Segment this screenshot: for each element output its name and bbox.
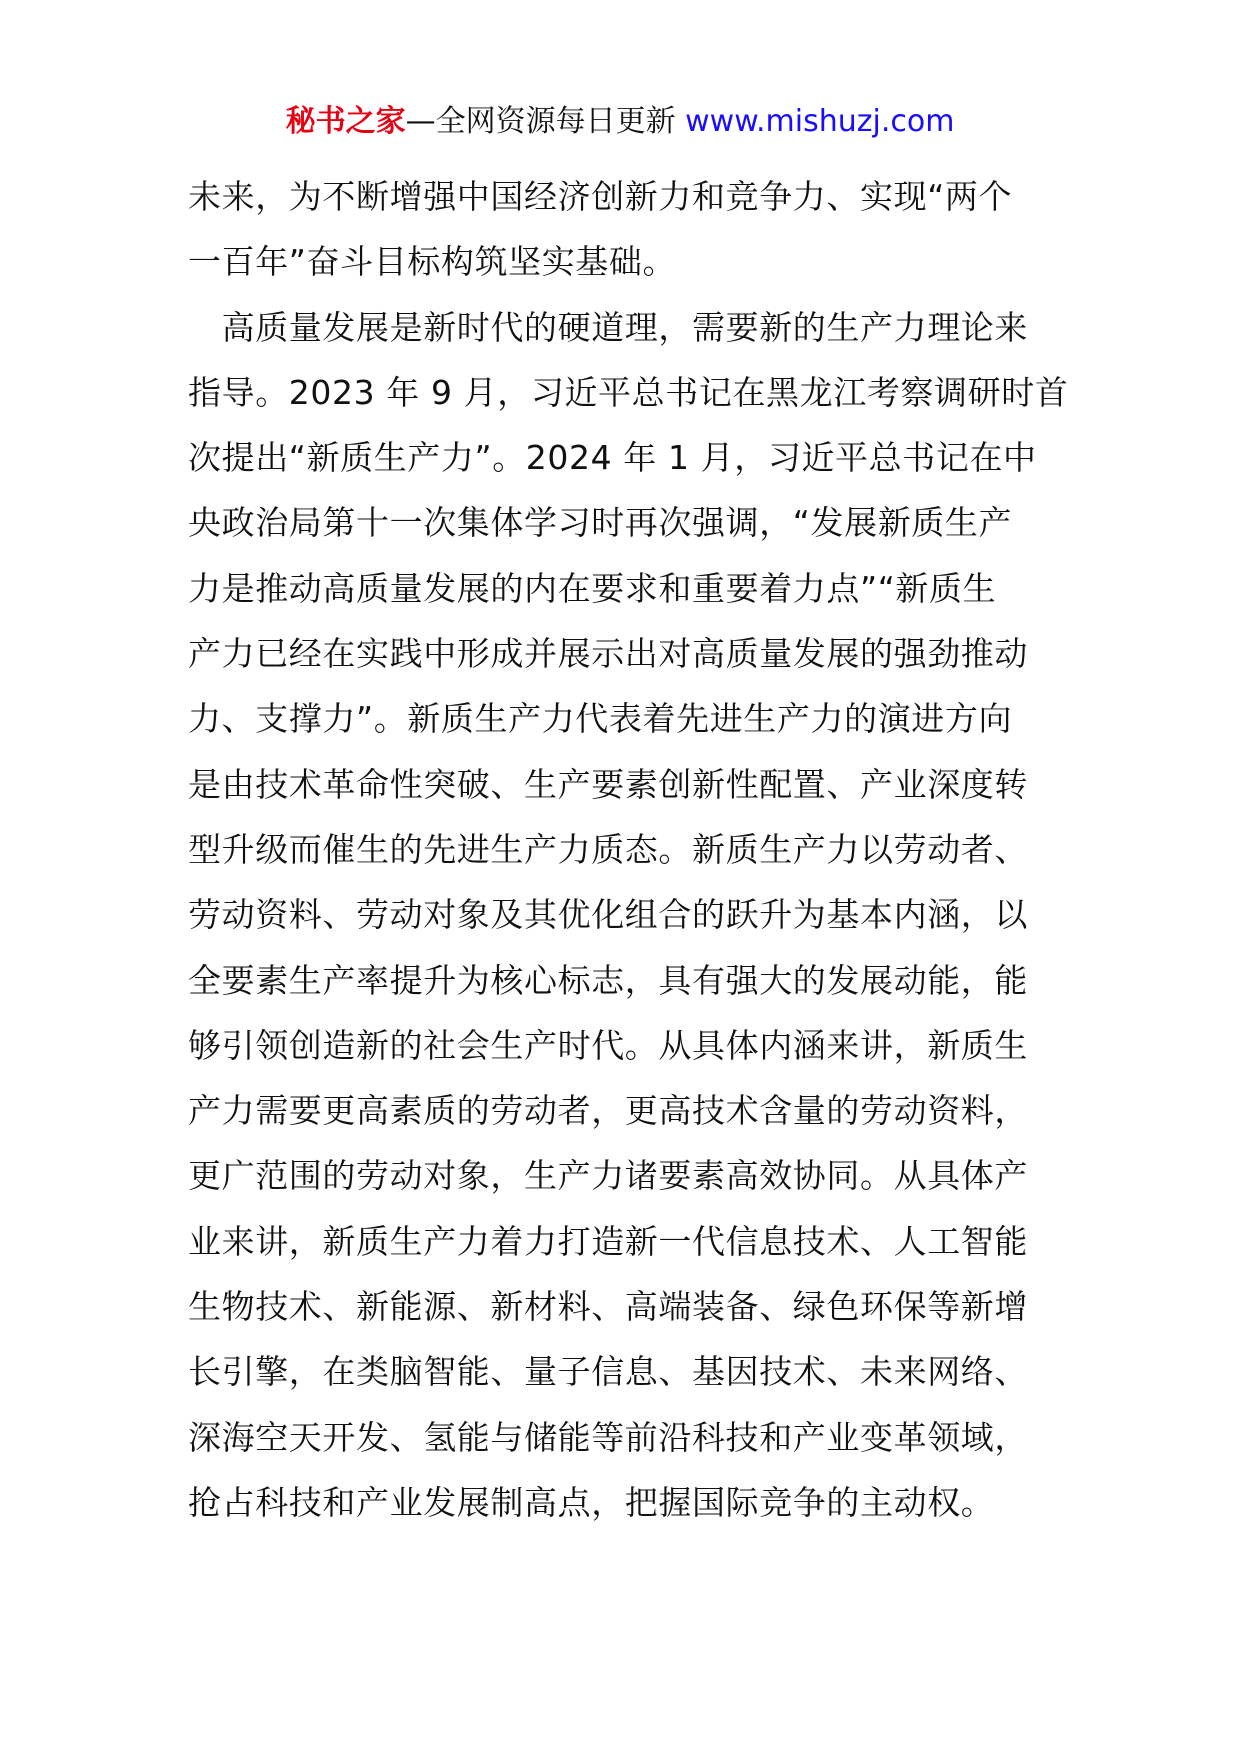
text-line: 次提出“新质生产力”。2024 年 1 月，习近平总书记在中	[188, 438, 1037, 478]
text-line: 产力已经在实践中形成并展示出对高质量发展的强劲推动	[188, 634, 1028, 674]
text-line: 全要素生产率提升为核心标志，具有强大的发展动能，能	[188, 960, 1028, 1000]
header-tagline: —全网资源每日更新	[405, 104, 676, 139]
text-line: 抢占科技和产业发展制高点，把握国际竞争的主动权。	[188, 1482, 995, 1522]
text-line: 业来讲，新质生产力着力打造新一代信息技术、人工智能	[188, 1221, 1028, 1261]
site-url-link[interactable]: www.mishuzj.com	[685, 104, 955, 139]
document-body	[188, 164, 1069, 1535]
text-line: 劳动资料、劳动对象及其优化组合的跃升为基本内涵，以	[188, 895, 1028, 935]
text-line: 产力需要更高素质的劳动者，更高技术含量的劳动资料，	[188, 1091, 1028, 1131]
text-line: 是由技术革命性突破、生产要素创新性配置、产业深度转	[188, 764, 1028, 804]
text-line: 够引领创造新的社会生产时代。从具体内涵来讲，新质生	[188, 1025, 1028, 1065]
text-line: 未来，为不断增强中国经济创新力和竞争力、实现“两个	[188, 177, 1013, 216]
brand-name: 秘书之家	[285, 104, 406, 139]
text-line: 深海空天开发、氢能与储能等前沿科技和产业变革领域，	[188, 1417, 1028, 1457]
text-line: 一百年”奋斗目标构筑坚实基础。	[188, 242, 677, 282]
text-line: 更广范围的劳动对象，生产力诸要素高效协同。从具体产	[188, 1156, 1028, 1196]
text-line: 高质量发展是新时代的硬道理，需要新的生产力理论来	[188, 307, 1028, 347]
page-header	[0, 102, 1240, 142]
text-line: 长引擎，在类脑智能、量子信息、基因技术、未来网络、	[188, 1352, 1028, 1392]
text-line: 型升级而催生的先进生产力质态。新质生产力以劳动者、	[188, 829, 1028, 869]
text-line: 指导。2023 年 9 月，习近平总书记在黑龙江考察调研时首	[188, 372, 1069, 412]
text-line: 央政治局第十一次集体学习时再次强调，“发展新质生产	[188, 503, 1013, 543]
text-line: 力是推动高质量发展的内在要求和重要着力点”“新质生	[188, 568, 997, 608]
text-line: 力、支撑力”。新质生产力代表着先进生产力的演进方向	[188, 699, 1013, 739]
text-line: 生物技术、新能源、新材料、高端装备、绿色环保等新增	[188, 1287, 1028, 1327]
